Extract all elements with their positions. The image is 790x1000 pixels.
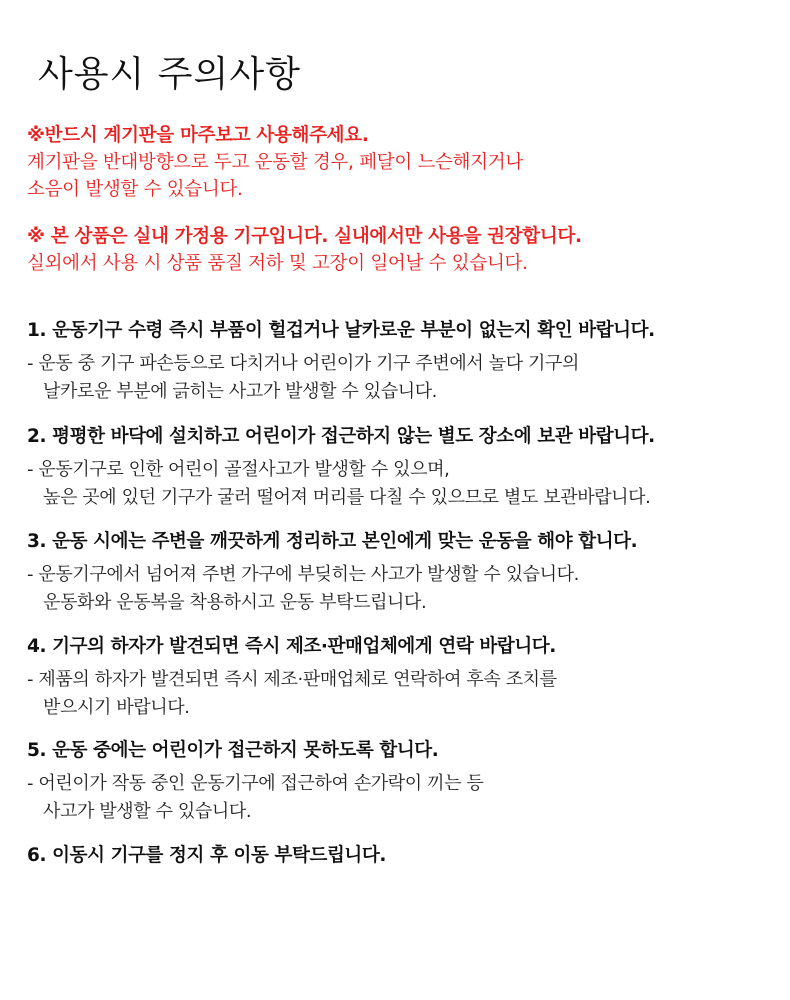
caution-item [27,422,655,512]
caution-item-desc [27,456,655,512]
caution-item-heading: 5. 운동 중에는 어린이가 접근하지 못하도록 합니다. [27,740,439,761]
caution-desc-line: 받으시기 바랍니다. [43,697,190,718]
caution-item-heading: 1. 운동기구 수령 즉시 부품이 헐겁거나 날카로운 부분이 없는지 확인 바랍니다. [27,320,655,341]
caution-item [27,316,655,406]
caution-desc-line: 날카로운 부분에 긁히는 사고가 발생할 수 있습니다. [43,381,437,402]
warning-block-facing [27,122,523,203]
caution-desc-line: - 제품의 하자가 발견되면 즉시 제조·판매업체로 연락하여 후속 조치를 [27,669,557,690]
warning-text: 실외에서 사용 시 상품 품질 저하 및 고장이 일어날 수 있습니다. [27,253,528,274]
caution-item-desc [27,350,655,406]
caution-item [27,736,483,826]
caution-item-desc [27,561,637,617]
warning-heading: ※ 본 상품은 실내 가정용 기구입니다. 실내에서만 사용을 권장합니다. [27,226,582,247]
caution-desc-line: - 운동 중 기구 파손등으로 다치거나 어린이가 기구 주변에서 놀다 기구의 [27,353,579,374]
caution-item-heading: 4. 기구의 하자가 발견되면 즉시 제조·판매업체에게 연락 바랍니다. [27,636,556,657]
caution-desc-line: 사고가 발생할 수 있습니다. [43,801,252,822]
caution-item-desc [27,666,557,722]
caution-item [27,632,557,722]
warning-text: 소음이 발생할 수 있습니다. [27,179,243,200]
caution-desc-line: - 어린이가 작동 중인 운동기구에 접근하여 손가락이 끼는 등 [27,773,484,794]
warning-heading: ※반드시 계기판을 마주보고 사용해주세요. [27,125,369,146]
caution-desc-line: - 운동기구로 인한 어린이 골절사고가 발생할 수 있으며, [27,459,450,480]
caution-desc-line: - 운동기구에서 넘어져 주변 가구에 부딪히는 사고가 발생할 수 있습니다. [27,564,579,585]
caution-item-heading: 2. 평평한 바닥에 설치하고 어린이가 접근하지 않는 별도 장소에 보관 바랍니다. [27,426,655,447]
caution-item-heading: 3. 운동 시에는 주변을 깨끗하게 정리하고 본인에게 맞는 운동을 해야 합니다. [27,531,638,552]
warning-text: 계기판을 반대방향으로 두고 운동할 경우, 페달이 느슨해지거나 [27,152,523,173]
warning-block-indoor [27,223,582,277]
caution-item [27,841,386,871]
caution-desc-line: 높은 곳에 있던 기구가 굴러 떨어져 머리를 다칠 수 있으므로 별도 보관바랍니다. [43,487,651,508]
caution-desc-line: 운동화와 운동복을 착용하시고 운동 부탁드립니다. [43,592,427,613]
caution-item-heading: 6. 이동시 기구를 정지 후 이동 부탁드립니다. [27,845,386,866]
page-title: 사용시 주의사항 [38,54,301,95]
caution-item [27,527,637,617]
caution-item-desc [27,770,483,826]
